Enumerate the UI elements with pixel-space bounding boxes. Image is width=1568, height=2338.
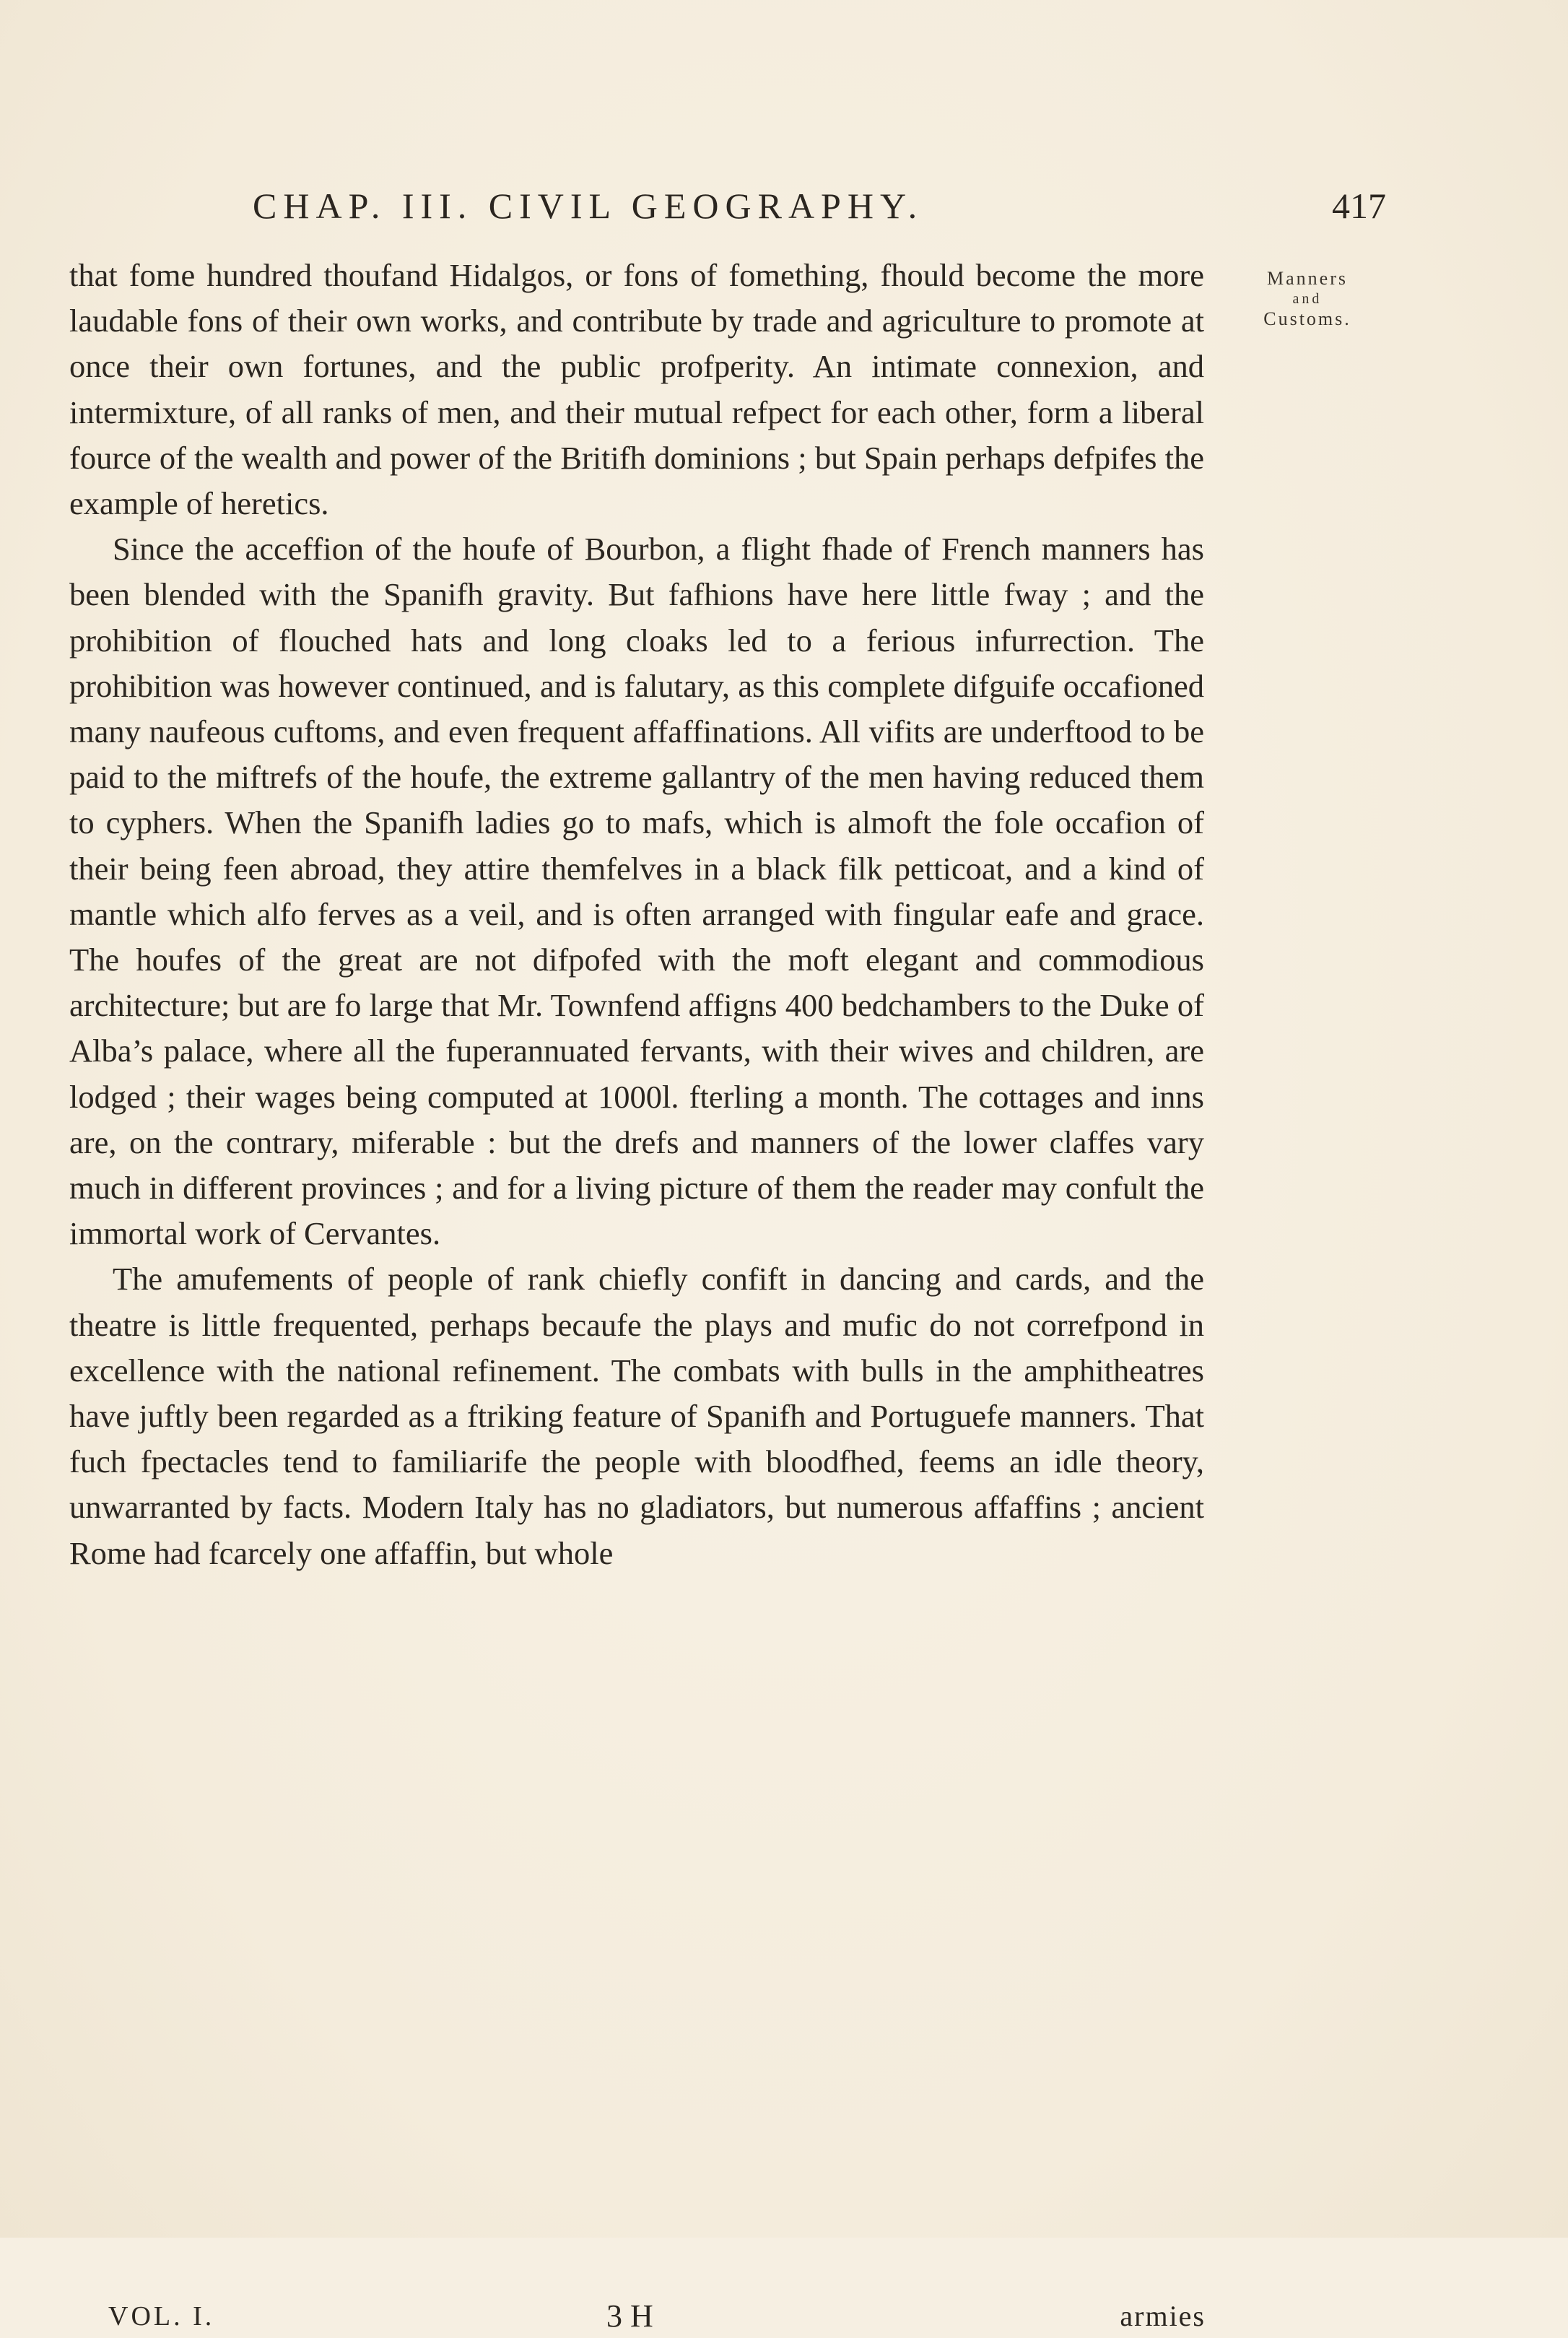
body-text (69, 253, 1204, 1576)
chapter-title: CHAP. III. CIVIL GEOGRAPHY. (253, 186, 924, 226)
paragraph-continuation: that fome hundred thoufand Hidalgos, or fons of fomething, fhould become the more laudable fons of their own works, and contribute by trade and agriculture to promote at once their own fortunes, and the public profperity. An intimate connexion, and intermixture, of all ranks of men, and their mutual refpect for each other, form a liberal fource of the wealth and power of the Britifh dominions ; but Spain perhaps defpifes the example of heretics. (69, 257, 1204, 522)
signature-mark: 3 H (606, 2298, 653, 2334)
catchword: armies (1120, 2300, 1206, 2332)
running-head (253, 181, 1386, 231)
margin-note-line-1: Manners (1267, 268, 1348, 289)
page-number: 417 (1332, 186, 1386, 226)
paragraph-amusements: The amufements of people of rank chiefly confift in dancing and cards, and the theatre is little frequented, perhaps becaufe the plays and mufic do not correfpond in excellence with the national refinement. The combats with bulls in the amphitheatres have juftly been regarded as a ftriking feature of Spanifh and Portuguefe manners. That fuch fpectacles tend to familiarife the people with bloodfhed, feems an idle theory, unwarranted by facts. Modern Italy has no gladiators, but numerous affaffins ; ancient Rome had fcarcely one affaffin, but whole (69, 1261, 1204, 1571)
margin-note-line-3: Customs. (1263, 308, 1351, 329)
volume-label: VOL. I. (108, 2301, 215, 2332)
page-footer (108, 2295, 1206, 2338)
margin-note-line-2: and (1292, 291, 1323, 307)
margin-note (1239, 269, 1376, 329)
paragraph-manners: Since the acceffion of the houfe of Bourbon, a flight fhade of French manners has been blended with the Spanifh gravity. But fafhions have here little fway ; and the prohibition of flouched hats and long cloaks led to a ferious infurrection. The prohibition was however continued, and is falutary, as this complete difguife occafioned many naufeous cuftoms, and even frequent affaffinations. All vifits are underftood to be paid to the miftrefs of the houfe, the extreme gallantry of the men having reduced them to cyphers. When the Spanifh ladies go to mafs, which is almoft the fole occafion of their being feen abroad, they attire themfelves in a black filk petticoat, and a kind of mantle which alfo ferves as a veil, and is often arranged with fingular eafe and grace. The houfes of the great are not difpofed with the moft elegant and commodious architecture; but are fo large that Mr. Townfend affigns 400 bedchambers to the Duke of Alba’s palace, where all the fuperannuated fervants, with their wives and children, are lodged ; their wages being computed at 1000l. fterling a month. The cottages and inns are, on the contrary, miferable : but the drefs and manners of the lower claffes vary much in different provinces ; and for a living picture of them the reader may confult the immortal work of Cervantes. (69, 531, 1204, 1252)
